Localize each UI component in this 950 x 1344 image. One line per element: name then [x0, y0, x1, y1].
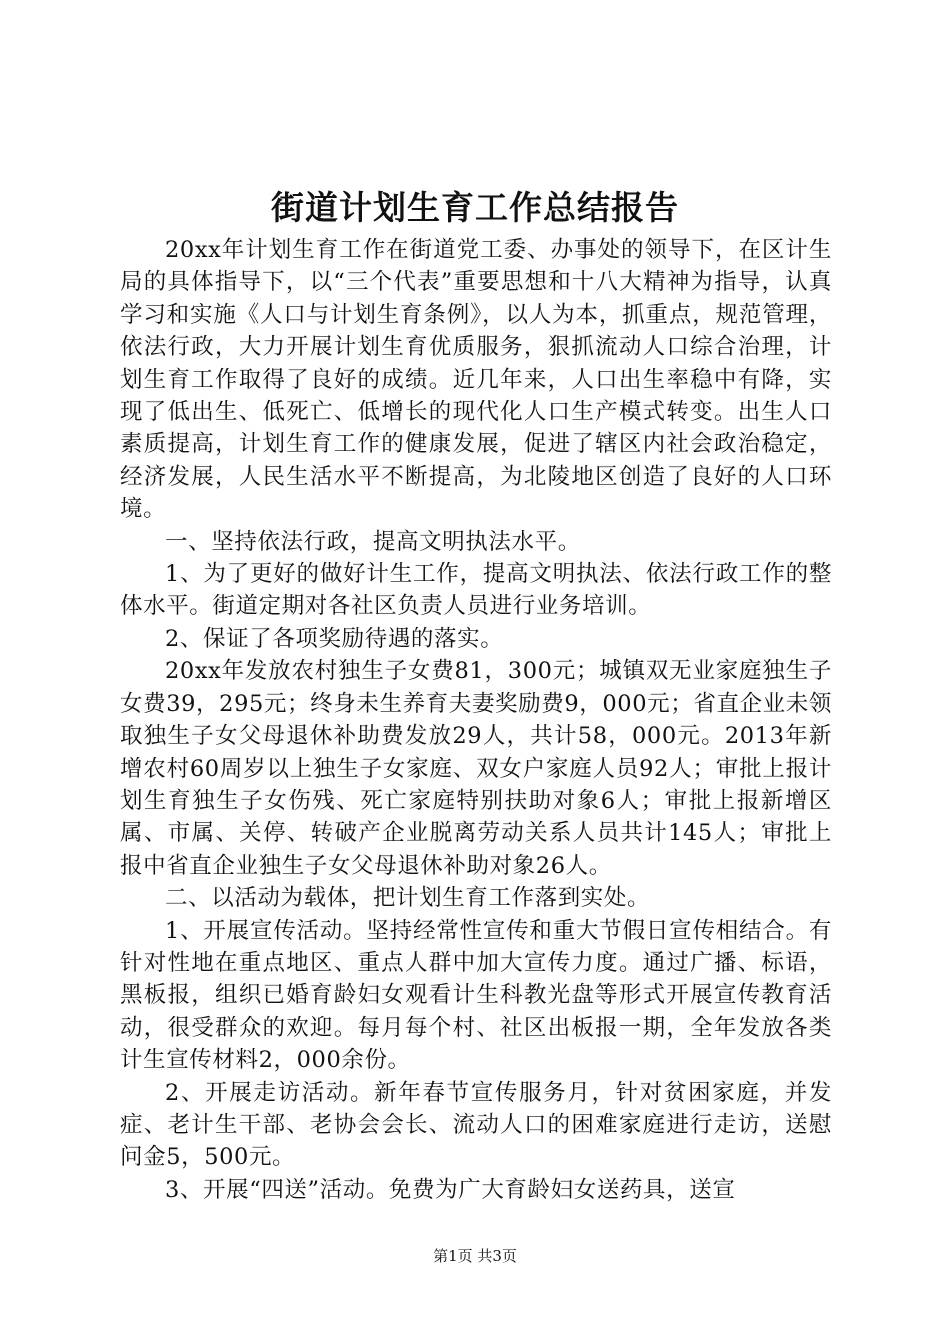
paragraph-2-2: 2、开展走访活动。新年春节宣传服务月，针对贫困家庭，并发症、老计生干部、老协会会长、流动人口的困难家庭进行走访，送慰问金5，500元。 — [120, 1079, 832, 1171]
page-indicator: 第1页 共3页 — [433, 1247, 517, 1265]
paragraph-1-2: 2、保证了各项奖励待遇的落实。 — [165, 625, 504, 652]
paragraph-2-3: 3、开展“四送”活动。免费为广大育龄妇女送药具，送宣 — [165, 1176, 736, 1203]
section-heading-2: 二、以活动为载体，把计划生育工作落到实处。 — [165, 885, 651, 912]
document-body — [120, 234, 832, 1206]
paragraph-1-1: 1、为了更好的做好计生工作，提高文明执法、依法行政工作的整体水平。街道定期对各社区负责人员进行业务培训。 — [120, 561, 832, 620]
section-heading-1: 一、坚持依法行政，提高文明执法水平。 — [165, 528, 581, 555]
document-title: 街道计划生育工作总结报告 — [271, 188, 679, 227]
paragraph-2-1: 1、开展宣传活动。坚持经常性宣传和重大节假日宣传相结合。有针对性地在重点地区、重点人群中加大宣传力度。通过广播、标语，黑板报，组织已婚育龄妇女观看计生科教光盘等形式开展宣传教育活动，很受群众的欢迎。每月每个村、社区出板报一期，全年发放各类计生宣传材料2，000余份。 — [120, 917, 832, 1074]
paragraph-intro: 20xx年计划生育工作在街道党工委、办事处的领导下，在区计生局的具体指导下，以“三个代表”重要思想和十八大精神为指导，认真学习和实施《人口与计划生育条例》，以人为本，抓重点，规范管理，依法行政，大力开展计划生育优质服务，狠抓流动人口综合治理，计划生育工作取得了良好的成绩。近几年来，人口出生率稳中有降，实现了低出生、低死亡、低增长的现代化人口生产模式转变。出生人口素质提高，计划生育工作的健康发展，促进了辖区内社会政治稳定，经济发展，人民生活水平不断提高，为北陵地区创造了良好的人口环境。 — [120, 237, 832, 523]
paragraph-funding: 20xx年发放农村独生子女费81，300元；城镇双无业家庭独生子女费39，295元；终身未生养育夫妻奖励费9，000元；省直企业未领取独生子女父母退休补助费发放29人，共计58，000元。2013年新增农村60周岁以上独生子女家庭、双女户家庭人员92人；审批上报计划生育独生子女伤残、死亡家庭特别扶助对象6人；审批上报新增区属、市属、关停、转破产企业脱离劳动关系人员共计145人；审批上报中省直企业独生子女父母退休补助对象26人。 — [120, 658, 832, 879]
